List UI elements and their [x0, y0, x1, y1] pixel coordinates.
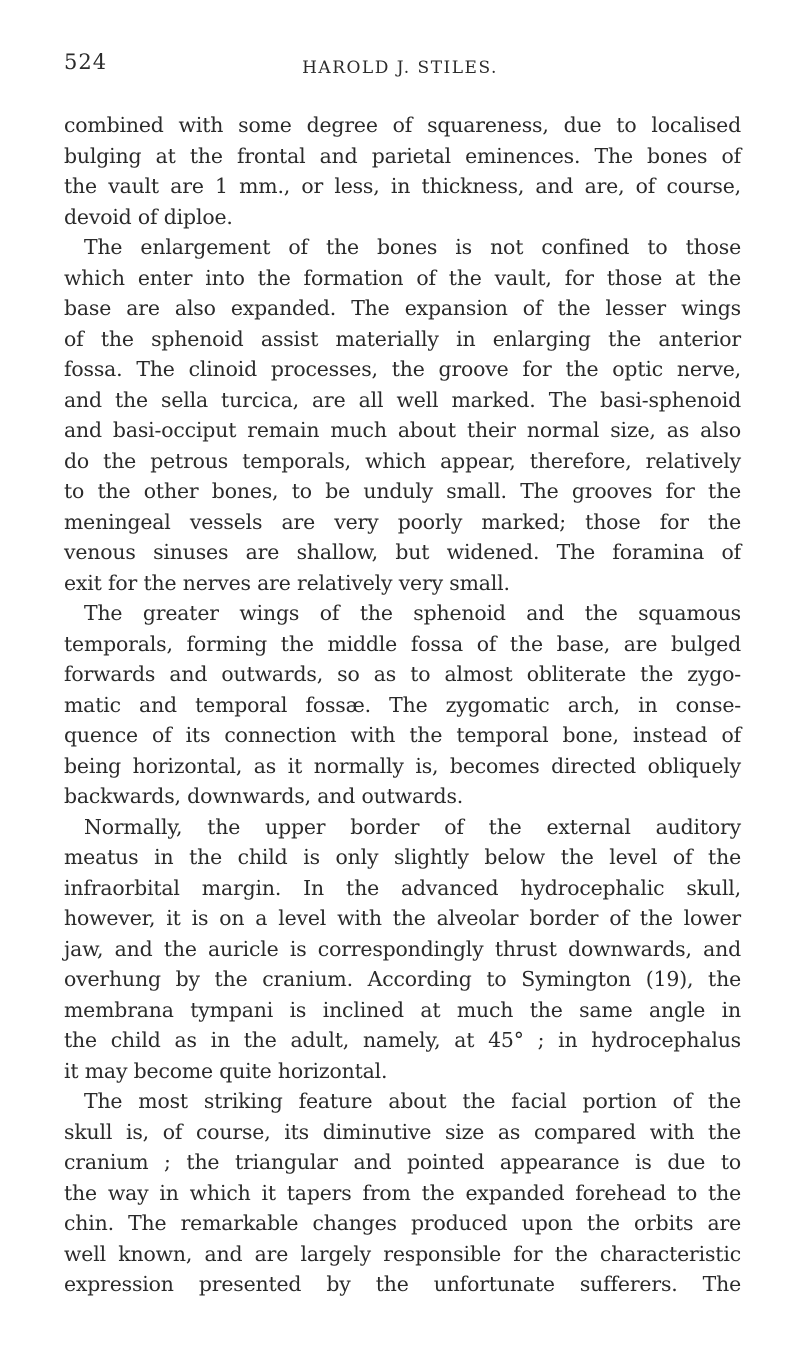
text-line: overhung by the cranium. According to Symington (19), the: [64, 967, 741, 991]
text-line: The greater wings of the sphenoid and the squamous: [84, 601, 741, 625]
text-line: The most striking feature about the facial portion of the: [84, 1089, 741, 1113]
text-line: matic and temporal fossæ. The zygomatic arch, in conse-: [64, 692, 741, 717]
text-line: meningeal vessels are very poorly marked; those for the: [64, 509, 741, 534]
text-line: which enter into the formation of the vault, for those at the: [64, 265, 741, 290]
text-line: and basi-occiput remain much about their normal size, as also: [64, 418, 741, 442]
text-line: and the sella turcica, are all well marked. The basi-sphenoid: [64, 387, 741, 412]
text-line: The enlargement of the bones is not confined to those: [84, 235, 741, 259]
text-line: jaw, and the auricle is correspondingly thrust downwards, and: [64, 936, 741, 961]
paragraph: [64, 110, 741, 232]
paragraph: [64, 1086, 741, 1300]
text-line: the child as in the adult, namely, at 45° ; in hydrocephalus: [64, 1028, 741, 1052]
text-line: bulging at the frontal and parietal eminences. The bones of: [64, 143, 741, 168]
text-line: backwards, downwards, and outwards.: [64, 784, 464, 808]
text-line: do the petrous temporals, which appear, therefore, relatively: [64, 448, 741, 473]
text-line: combined with some degree of squareness, due to localised: [64, 113, 741, 137]
text-line: temporals, forming the middle fossa of the base, are bulged: [64, 631, 741, 656]
text-line: base are also expanded. The expansion of the lesser wings: [64, 296, 741, 320]
text-line: meatus in the child is only slightly below the level of the: [64, 845, 741, 869]
text-line: to the other bones, to be unduly small. The grooves for the: [64, 479, 741, 503]
text-line: skull is, of course, its diminutive size as compared with the: [64, 1119, 741, 1144]
text-line: chin. The remarkable changes produced upon the orbits are: [64, 1211, 741, 1235]
paragraph: [64, 232, 741, 598]
paragraph: [64, 812, 741, 1087]
page-number: 524: [64, 50, 108, 74]
text-line: it may become quite horizontal.: [64, 1058, 388, 1083]
text-line: being horizontal, as it normally is, becomes directed obliquely: [64, 753, 741, 778]
text-line: cranium ; the triangular and pointed appearance is due to: [64, 1150, 741, 1174]
text-line: fossa. The clinoid processes, the groove for the optic nerve,: [64, 357, 741, 381]
running-head: HAROLD J. STILES.: [302, 58, 498, 78]
text-line: Normally, the upper border of the external auditory: [84, 814, 741, 839]
text-line: the way in which it tapers from the expanded forehead to the: [64, 1180, 741, 1205]
text-line: the vault are 1 mm., or less, in thickness, and are, of course,: [64, 174, 741, 198]
text-line: membrana tympani is inclined at much the same angle in: [64, 997, 741, 1022]
text-line: forwards and outwards, so as to almost obliterate the zygo-: [64, 662, 741, 686]
text-line: exit for the nerves are relatively very small.: [64, 570, 510, 595]
text-line: expression presented by the unfortunate sufferers. The: [64, 1272, 741, 1296]
text-line: however, it is on a level with the alveolar border of the lower: [64, 906, 741, 930]
text-line: well known, and are largely responsible for the characteristic: [64, 1241, 741, 1266]
text-line: quence of its connection with the temporal bone, instead of: [64, 723, 741, 747]
body-text: [64, 110, 741, 1300]
paragraph: [64, 598, 741, 812]
text-line: infraorbital margin. In the advanced hydrocephalic skull,: [64, 875, 741, 900]
text-line: of the sphenoid assist materially in enlarging the anterior: [64, 326, 741, 351]
text-line: devoid of diploe.: [64, 204, 233, 229]
page-header: [0, 50, 800, 90]
text-line: venous sinuses are shallow, but widened. The foramina of: [64, 540, 741, 564]
